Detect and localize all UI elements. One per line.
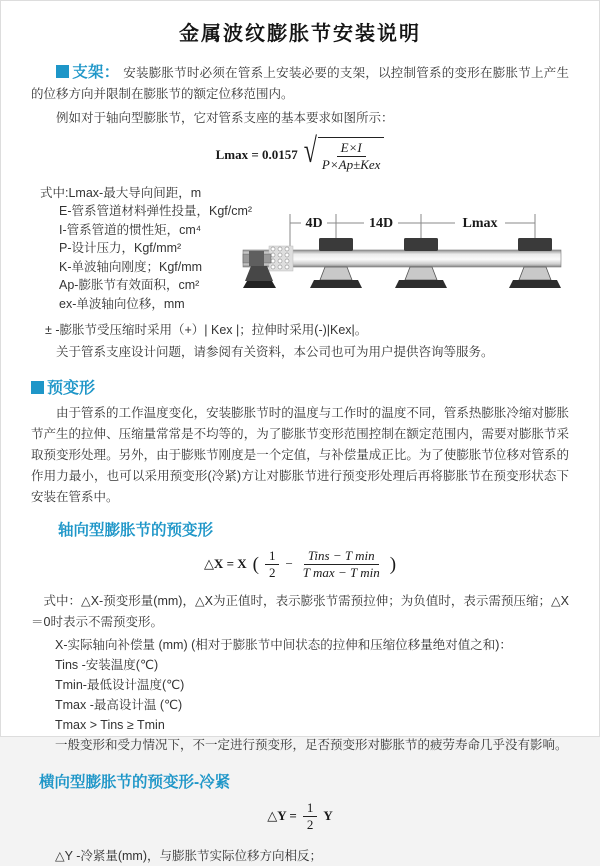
- open-paren: (: [252, 553, 259, 575]
- definition-item: ex-单波轴向位移，mm: [59, 297, 185, 312]
- lateral-formula-lhs: △Y =: [267, 808, 297, 824]
- preform-section-heading: [31, 375, 569, 398]
- axial-items-list: [31, 636, 569, 756]
- support-example-line: 例如对于轴向型膨胀节，它对管系支座的基本要求如图所示：: [56, 111, 394, 125]
- temperature-fraction: [299, 548, 384, 582]
- dim-label-4d: 4D: [305, 215, 323, 231]
- axial-explain: 式中：△X-预变形量(mm)，△X为正值时，表示膨张节需预拉伸；为负值时，表示需预压缩；△X＝0时表示不需预变形。: [31, 594, 569, 629]
- definition-item: Ap-膨胀节有效面积，cm²: [59, 278, 200, 293]
- axial-item: 一般变形和受力情况下，不一定进行预变形，足否预变形对膨胀节的疲劳寿命几乎没有影响。: [55, 738, 568, 752]
- pipe-support-diagram: [243, 208, 577, 308]
- definition-item: K-单波轴向刚度；Kgf/mm: [59, 259, 203, 274]
- axial-formula: [31, 548, 569, 582]
- minus-sign: −: [285, 556, 293, 572]
- support-heading-text: 支架：: [72, 64, 120, 81]
- lmax-formula: [31, 133, 569, 174]
- half-fraction: [265, 548, 280, 582]
- bellows: [269, 246, 293, 271]
- lateral-formula: [31, 800, 569, 834]
- axial-item: X-实际轴向补偿量 (mm) (相对于膨胀节中间状态的拉伸和压缩位移量绝对值之和)：: [55, 638, 512, 652]
- axial-item: Tins -安装温度(℃): [55, 658, 159, 672]
- definition-item: P-设计压力，Kgf/mm²: [59, 241, 182, 256]
- temp-fraction-numerator: Tins − T min: [304, 548, 379, 565]
- definition-item: E-管系管道材料弹性投量，Kgf/cm²: [59, 204, 253, 219]
- dim-label-14d: 14D: [368, 215, 394, 231]
- lmax-formula-denominator: P×Ap±Kex: [321, 157, 381, 173]
- pipe-support-diagram-svg: [243, 208, 577, 308]
- lateral-explain: △Y -冷紧量(mm)，与膨胀节实际位移方向相反；: [55, 849, 323, 863]
- support-section-heading: [56, 64, 119, 81]
- lmax-formula-numerator: E×I: [337, 140, 366, 157]
- temp-fraction-denominator: T max − T min: [302, 564, 380, 580]
- blue-square-bullet-icon: [31, 381, 44, 394]
- half-denominator: 2: [268, 564, 276, 580]
- lmax-formula-lhs: Lmax = 0.0157: [215, 147, 298, 163]
- axial-item: Tmax > Tins ≥ Tmin: [55, 718, 165, 732]
- half-denominator: 2: [306, 816, 314, 832]
- page-title: 金属波纹膨胀节安装说明: [179, 23, 421, 45]
- service-note: 关于管系支座设计问题，请参阅有关资料，本公司也可为用户提供咨询等服务。: [56, 344, 494, 359]
- lateral-subsection-heading: 横向型膨胀节的预变形-冷紧: [39, 773, 231, 791]
- axial-item: Tmin-最低设计温度(℃): [55, 678, 185, 692]
- sqrt-sign-icon: √: [303, 133, 317, 172]
- dim-label-lmax: Lmax: [462, 215, 498, 231]
- axial-item: Tmax -最高设计温 (℃): [55, 698, 183, 712]
- preform-body: 由于管系的工作温度变化，安装膨胀节时的温度与工作时的温度不同，管系热膨胀冷缩对膨胀节产生的拉伸、压缩量常常是不均等的，为了膨胀节变形范围控制在额定范围内，需要对膨胀节采取预变形处理。另外，由于膨账节刚度是一个定值，与补偿量成正比。为了使膨胀节位移对管系的作用力最小，也可以采用预变形(冷紧)方让对膨胀节进行预变形处理后再将膨胀节在预变形状态下安装在管系中。: [31, 405, 569, 504]
- lateral-formula-rhs: Y: [323, 808, 333, 824]
- lmax-formula-radicand: [318, 137, 385, 174]
- blue-square-bullet-icon: [56, 65, 69, 78]
- preform-heading-text: 预变形: [47, 379, 96, 397]
- half-fraction: [303, 800, 318, 834]
- support-intro-paragraph: [31, 62, 569, 105]
- half-numerator: 1: [303, 800, 318, 817]
- definition-item: 式中:Lmax-最大导向间距，m: [40, 185, 202, 200]
- axial-formula-lhs: △X = X: [203, 556, 247, 572]
- axial-subsection-heading: 轴向型膨胀节的预变形: [58, 521, 214, 539]
- plus-minus-note: ± -膨胀节受压缩时采用（+）| Kex |；拉伸时采用(-)|Kex|。: [45, 322, 368, 337]
- definitions-and-diagram: [31, 184, 569, 315]
- half-numerator: 1: [265, 548, 280, 565]
- close-paren: ): [389, 553, 397, 575]
- definition-item: I-管系管道的惯性矩，cm⁴: [59, 222, 202, 237]
- support-intro-text: 安装膨胀节时必须在管系上安装必要的支架，以控制管系的变形在膨胀节上产生的位移方向并限制在膨胀节的额定位移范围内。: [31, 66, 569, 101]
